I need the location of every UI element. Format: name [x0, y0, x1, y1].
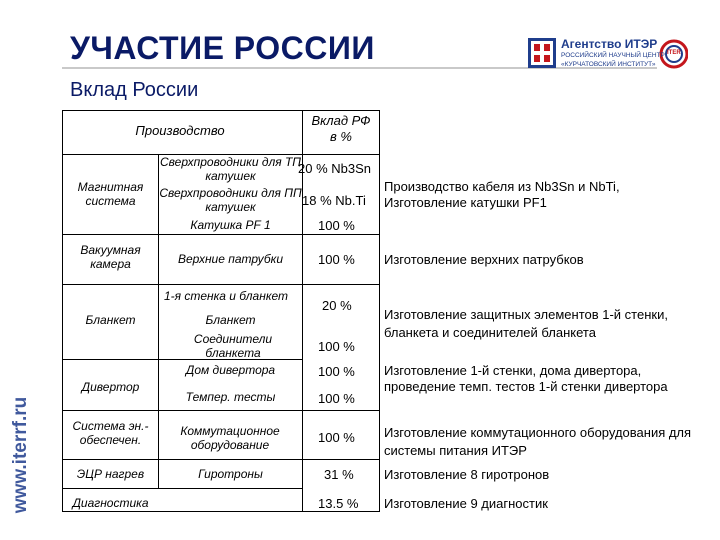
group-diagnostics: Диагностика [72, 496, 149, 510]
desc-magnet-line-2: Изготовление катушки PF1 [384, 195, 547, 210]
group-blanket: Бланкет [85, 313, 136, 327]
value-temp-tests: 100 % [318, 391, 355, 406]
item-first-wall: 1-я стенка и бланкет [163, 289, 289, 303]
group-divertor: Дивертор [81, 380, 140, 394]
group-magnet: Магнитная система [77, 180, 144, 208]
logo-line-3: «КУРЧАТОВСКИЙ ИНСТИТУТ» [561, 61, 656, 68]
table-row-line [62, 284, 380, 285]
value-gyrotrons: 31 % [324, 467, 354, 482]
value-diagnostics: 13.5 % [318, 496, 359, 511]
logo-badge: ITER [667, 50, 681, 56]
value-first-wall: 20 % [322, 298, 352, 313]
item-ports: Верхние патрубки [177, 252, 283, 266]
header-contribution-line-2: в % [330, 129, 352, 144]
desc-ecr: Изготовление 8 гиротронов [384, 467, 550, 482]
page-subtitle: Вклад России [70, 79, 199, 101]
item-blanket: Бланкет [205, 313, 256, 327]
item-sc-pf: Сверхпроводники для ПП катушек [159, 186, 302, 214]
item-divertor-dome: Дом дивертора [185, 363, 276, 377]
table-row-line [62, 459, 380, 460]
side-url [6, 380, 36, 530]
item-connectors: Соединители бланкета [193, 332, 273, 360]
header-contribution-line-1: Вклад РФ [311, 113, 371, 128]
value-divertor-dome: 100 % [318, 364, 355, 379]
item-pf1: Катушка PF 1 [190, 218, 271, 232]
table-border-left [62, 110, 63, 511]
side-url-text: www.iterrf.ru [10, 396, 31, 514]
table-row-line [62, 488, 302, 489]
value-sc-tf-pct: 20 % [298, 161, 328, 176]
value-sc-pf [302, 193, 366, 208]
desc-magnet [384, 179, 714, 211]
desc-power: Изготовление коммутационного оборудования для системы питания ИТЭР [384, 425, 692, 458]
value-connectors: 100 % [318, 339, 355, 354]
header-contribution [303, 113, 379, 145]
desc-ports: Изготовление верхних патрубков [384, 252, 584, 267]
group-ecr: ЭЦР нагрев [76, 467, 145, 481]
desc-blanket: Изготовление защитных элементов 1-й стенки, бланкета и соединителей бланкета [384, 307, 668, 340]
item-temp-tests: Темпер. тесты [185, 390, 276, 404]
table-border-bottom [62, 511, 380, 512]
value-sc-pf-material: Nb.Ti [335, 193, 366, 208]
value-sc-tf [298, 161, 371, 176]
group-power: Система эн.-обеспечен. [72, 419, 149, 447]
header-production: Производство [135, 123, 225, 138]
logo-line-2: РОССИЙСКИЙ НАУЧНЫЙ ЦЕНТР [561, 52, 665, 59]
value-pf1: 100 % [318, 218, 355, 233]
item-sc-tf: Сверхпроводники для ТП катушек [160, 155, 301, 183]
desc-magnet-line-1: Производство кабеля из Nb3Sn и NbTi, [384, 179, 620, 194]
value-ports: 100 % [318, 252, 355, 267]
value-sc-tf-material: Nb3Sn [331, 161, 372, 176]
value-switching: 100 % [318, 430, 355, 445]
table-border-right [379, 110, 380, 511]
desc-divertor: Изготовление 1-й стенки, дома дивертора, проведение темп. тестов 1-й стенки дивертора [384, 363, 668, 394]
agency-logo [528, 36, 688, 72]
table-row-line [62, 410, 380, 411]
table-border-top [62, 110, 380, 111]
group-vacuum: Вакуумная камера [80, 243, 141, 271]
item-gyrotrons: Гиротроны [198, 467, 263, 481]
logo-title: Агентство ИТЭР [561, 37, 658, 51]
desc-diagnostics: Изготовление 9 диагностик [384, 496, 548, 511]
table-row-line [62, 234, 380, 235]
item-switching: Коммутационное оборудование [180, 424, 280, 452]
page-title: УЧАСТИЕ РОССИИ [70, 30, 375, 66]
value-sc-pf-pct: 18 % [302, 193, 332, 208]
